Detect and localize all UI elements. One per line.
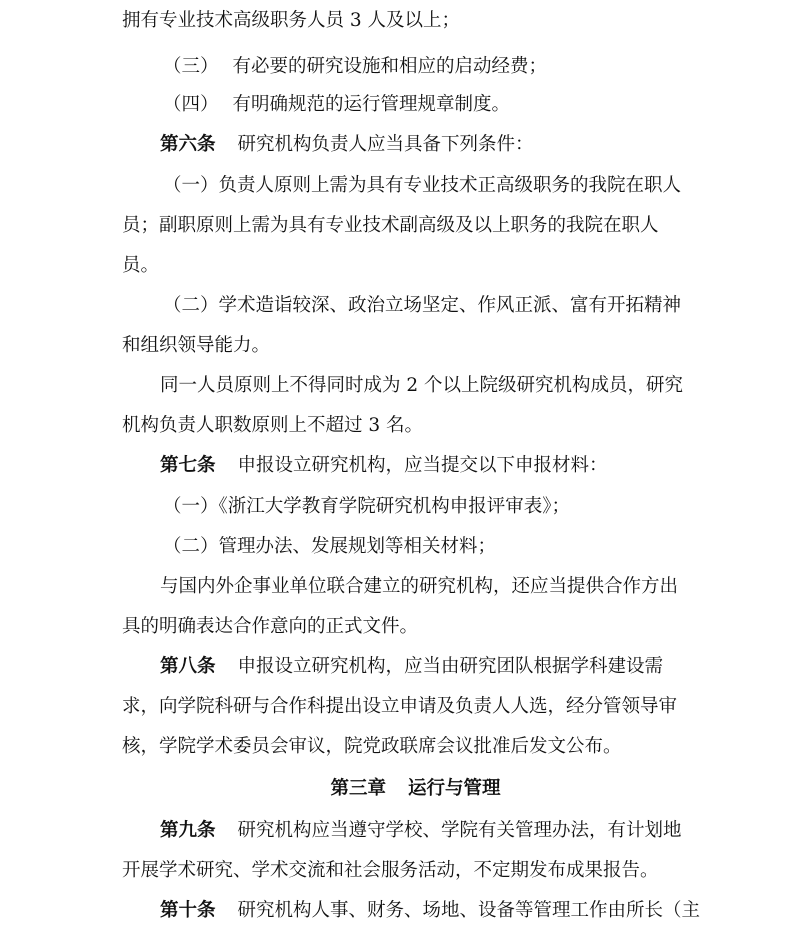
text-line — [163, 174, 799, 198]
line-text: （二）管理办法、发展规划等相关材料； — [163, 536, 497, 557]
text-line — [122, 695, 799, 719]
article-heading: 第十条 — [160, 900, 216, 921]
article-heading: 第八条 — [160, 656, 216, 677]
line-text: （二）学术造诣较深、政治立场坚定、作风正派、富有开拓精神 — [163, 295, 682, 316]
text-line — [122, 615, 799, 639]
article-text: 研究机构负责人应当具备下列条件： — [237, 134, 534, 155]
text-line — [163, 535, 799, 559]
text-line — [163, 495, 799, 519]
article-line — [160, 454, 799, 478]
article-heading: 第六条 — [160, 134, 216, 155]
article-text: 研究机构应当遵守学校、学院有关管理办法，有计划地 — [237, 820, 682, 841]
list-item — [163, 55, 799, 79]
text-line — [163, 294, 799, 318]
line-text: 与国内外企事业单位联合建立的研究机构，还应当提供合作方出 — [160, 576, 679, 597]
line-text: 和组织领导能力。 — [122, 335, 271, 356]
list-item — [163, 93, 799, 117]
item-text: 有必要的研究设施和相应的启动经费； — [232, 56, 548, 77]
chapter-heading — [0, 777, 799, 801]
chapter-title: 运行与管理 — [408, 778, 501, 799]
text-line — [122, 254, 799, 278]
item-number: （四） — [163, 94, 219, 115]
line-text: 开展学术研究、学术交流和社会服务活动，不定期发布成果报告。 — [122, 860, 659, 881]
line-text: 拥有专业技术高级职务人员 3 人及以上； — [122, 10, 461, 31]
line-text: 求，向学院科研与合作科提出设立申请及负责人人选，经分管领导审 — [122, 696, 678, 717]
line-text: 员。 — [122, 255, 160, 276]
item-text: 有明确规范的运行管理规章制度。 — [232, 94, 511, 115]
article-line — [160, 819, 799, 843]
text-line — [122, 9, 799, 33]
text-line — [122, 214, 799, 238]
line-text: 核，学院学术委员会审议，院党政联席会议批准后发文公布。 — [122, 736, 622, 757]
article-heading: 第七条 — [160, 455, 216, 476]
item-number: （三） — [163, 56, 219, 77]
line-text: 具的明确表达合作意向的正式文件。 — [122, 616, 419, 637]
text-line — [122, 735, 799, 759]
line-text: 同一人员原则上不得同时成为 2 个以上院级研究机构成员，研究 — [160, 375, 684, 396]
article-text: 申报设立研究机构，应当由研究团队根据学科建设需 — [237, 656, 664, 677]
text-line — [160, 575, 799, 599]
text-line — [122, 414, 799, 438]
article-line — [160, 133, 799, 157]
article-heading: 第九条 — [160, 820, 216, 841]
article-line — [160, 655, 799, 679]
text-line — [122, 859, 799, 883]
line-text: 机构负责人职数原则上不超过 3 名。 — [122, 415, 424, 436]
line-text: （一）《浙江大学教育学院研究机构申报评审表》； — [163, 496, 571, 517]
line-text: 员；副职原则上需为具有专业技术副高级及以上职务的我院在职人 — [122, 215, 659, 236]
article-text: 申报设立研究机构，应当提交以下申报材料： — [237, 455, 608, 476]
article-line — [160, 899, 799, 923]
line-text: （一）负责人原则上需为具有专业技术正高级职务的我院在职人 — [163, 175, 682, 196]
article-text: 研究机构人事、财务、场地、设备等管理工作由所长（主 — [237, 900, 701, 921]
text-line — [122, 334, 799, 358]
chapter-number: 第三章 — [330, 778, 386, 799]
text-line — [160, 374, 799, 398]
